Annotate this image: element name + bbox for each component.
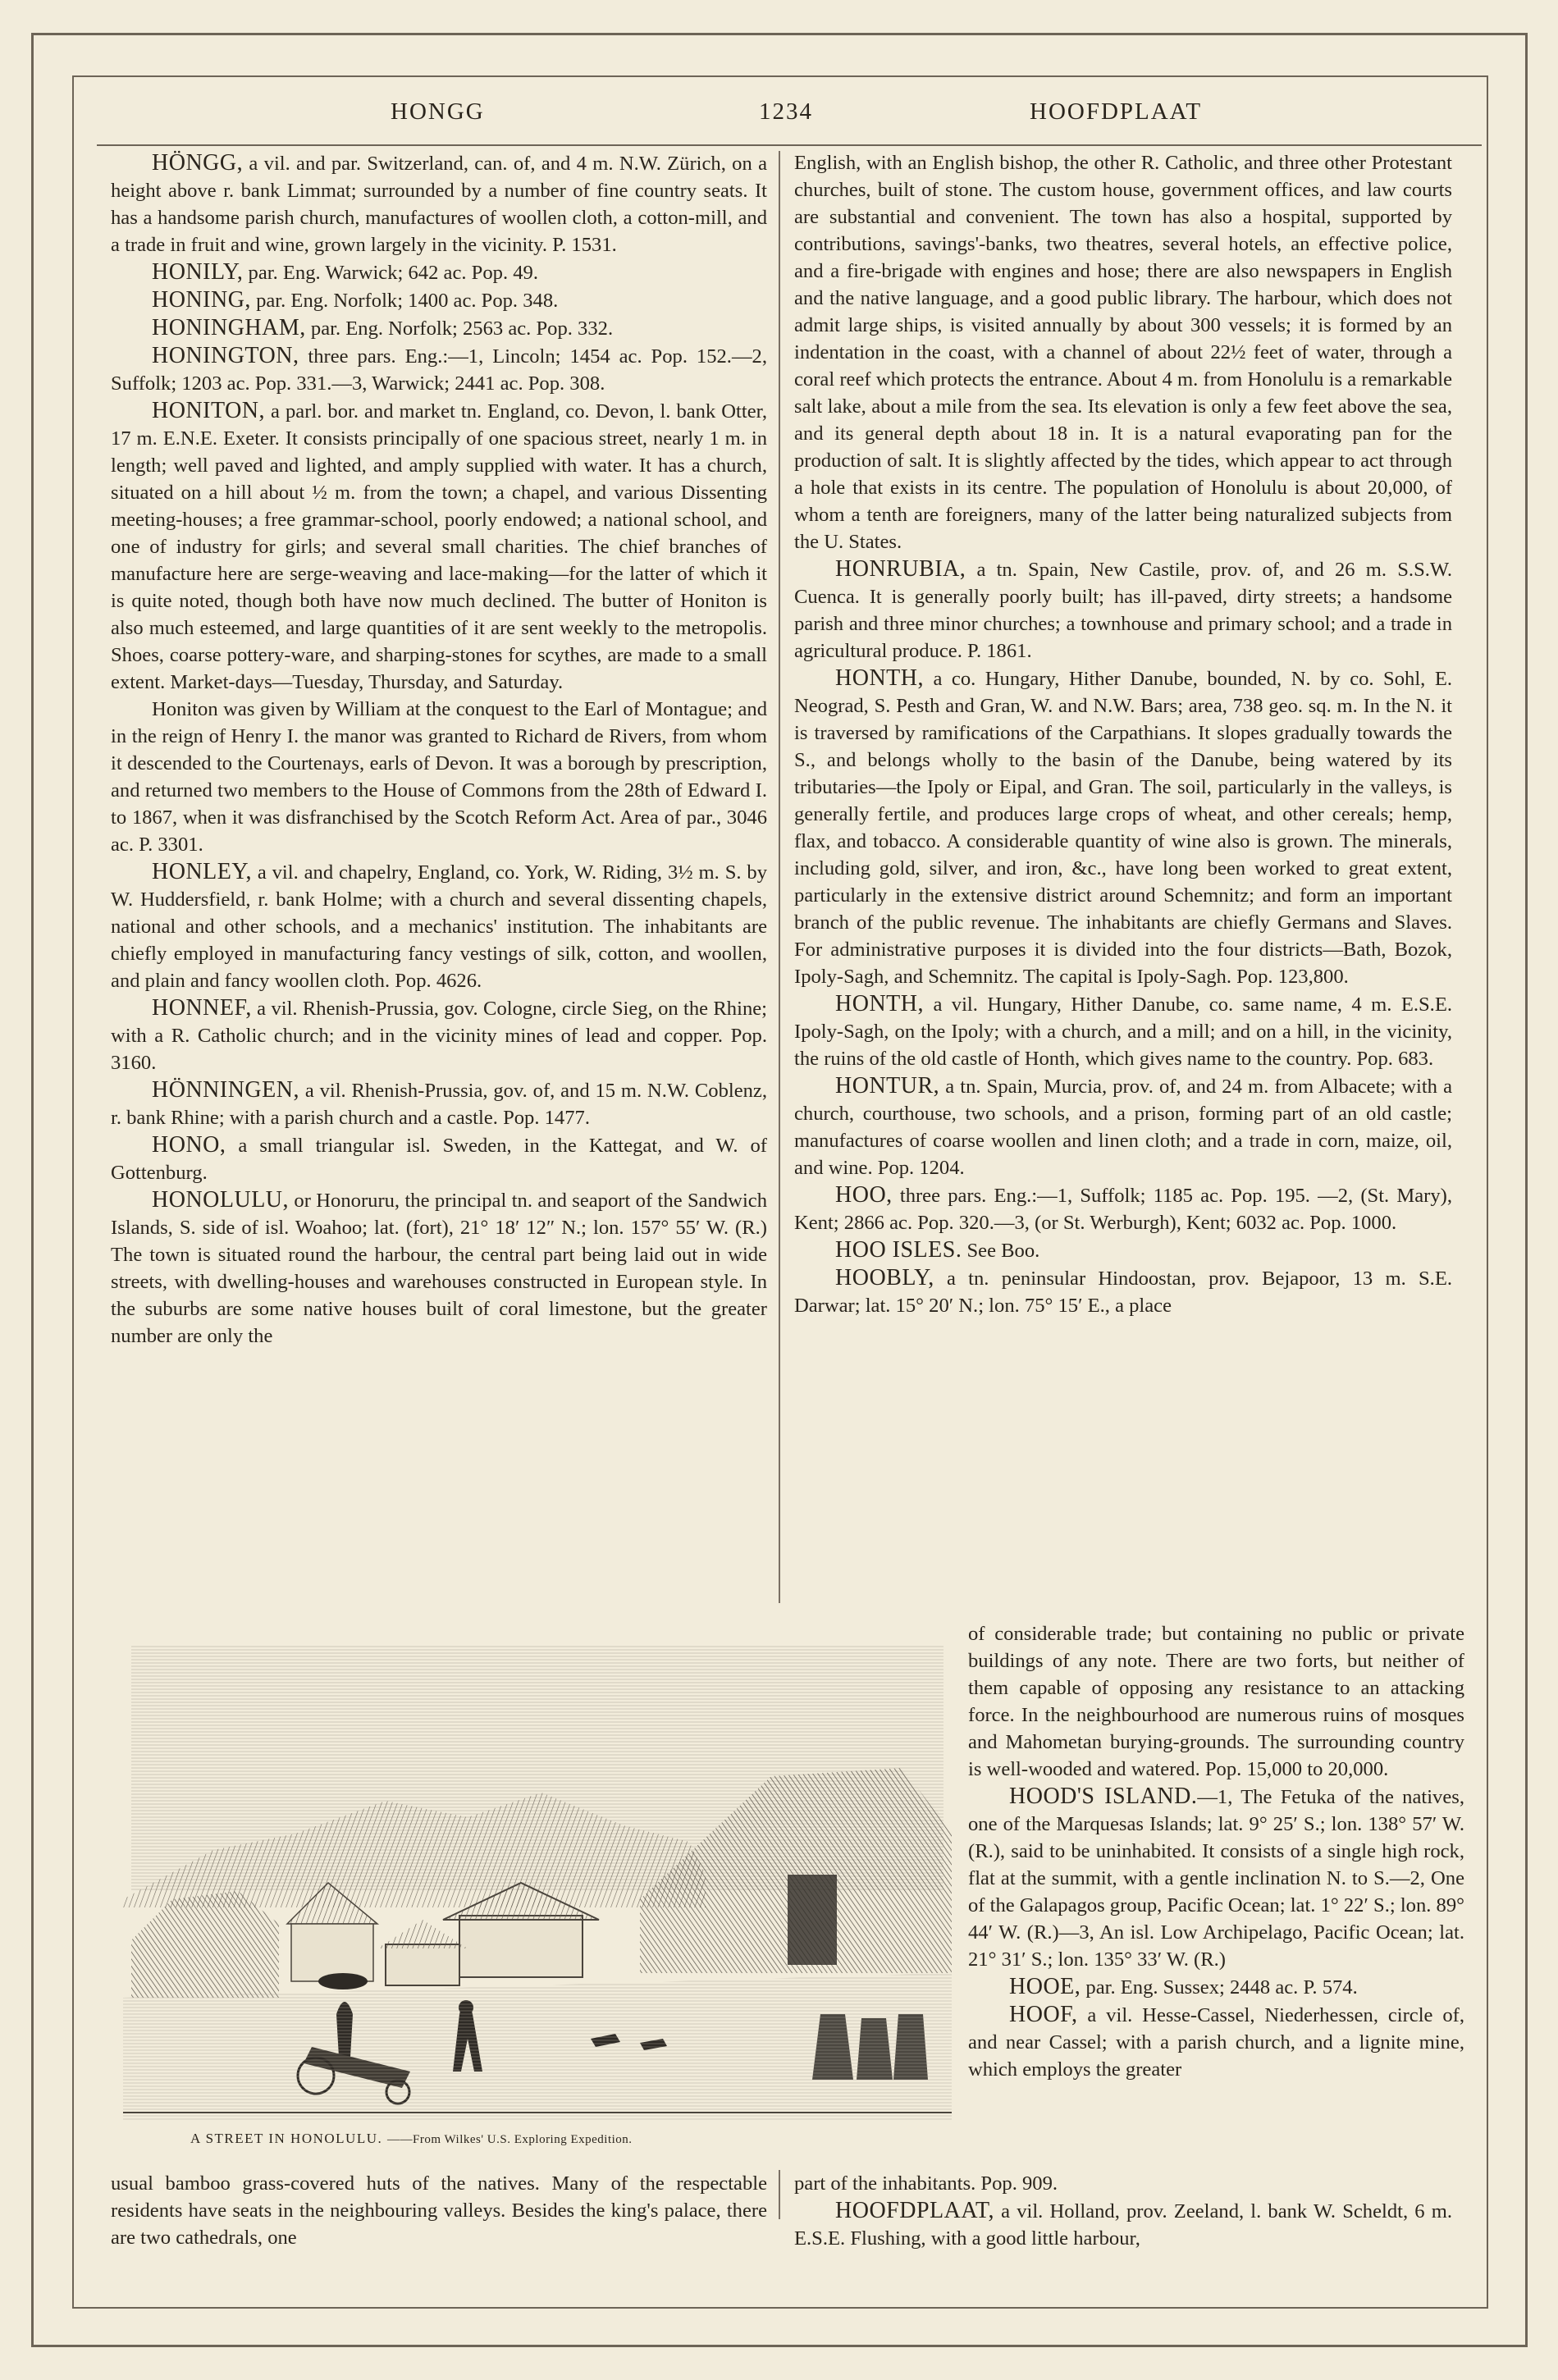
- dictionary-entry: [111, 858, 767, 994]
- entry-text: of considerable trade; but containing no public or private buildings of any note. There are two forts, but neither of them capable of opposing any resistance to an attacking force. In the neighbourhood are numerous ruins of mosques and Mahometan burying-grounds. The surrounding country is well-wooded and watered. Pop. 15,000 to 20,000.: [968, 1623, 1464, 1780]
- headword: HONNEF,: [152, 995, 252, 1021]
- entry-text: a vil. Hesse-Cassel, Niederhessen, circle of, and near Cassel; with a parish church, and a lignite mine, which employs the greater: [968, 2004, 1464, 2081]
- headword: HONING,: [152, 287, 251, 313]
- dictionary-entry: [794, 1236, 1452, 1264]
- entry-text: a vil. Rhenish-Prussia, gov. Cologne, circle Sieg, on the Rhine; with a R. Catholic church; and in the vicinity mines of lead and copper. Pop. 3160.: [111, 998, 767, 1074]
- right-column: [794, 149, 1452, 1319]
- entry-text: a tn. Spain, Murcia, prov. of, and 24 m. from Albacete; with a church, courthouse, two schools, and a prison, forming part of an old castle; manufactures of coarse woollen and linen cloth; and a trade in corn, maize, oil, and wine. Pop. 1204.: [794, 1076, 1452, 1179]
- entry-hoofdplaat: [794, 2197, 1452, 2252]
- headword: HÖNGG,: [152, 150, 244, 176]
- headword: HÖNNINGEN,: [152, 1077, 299, 1103]
- headword: HONTH,: [835, 665, 924, 691]
- dictionary-entry: [794, 1181, 1452, 1236]
- dictionary-entry: [968, 2001, 1464, 2083]
- dictionary-entry: [111, 994, 767, 1076]
- entry-text: a tn. peninsular Hindoostan, prov. Bejapoor, 13 m. S.E. Darwar; lat. 15° 20′ N.; lon. 75° 15′ E., a place: [794, 1268, 1452, 1317]
- entry-text: or Honoruru, the principal tn. and seaport of the Sandwich Islands, S. side of isl. Woahoo; lat. (fort), 21° 18′ 12″ N.; lon. 157° 55′ W. (R.) The town is situated round the harbour, the central part being laid out in wide streets, with dwelling-houses and warehouses constructed in European style. In the suburbs are some native houses built of coral limestone, but the greater number are only the: [111, 1190, 767, 1347]
- headword: HONINGHAM,: [152, 315, 306, 340]
- entry-text: English, with an English bishop, the other R. Catholic, and three other Protestant churches, built of stone. The custom house, government offices, and law courts are substantial and convenient. The town has also a hospital, supported by contributions, savings'-banks, two theatres, several hotels, an effective police, and a fire-brigade with engines and hose; there are also newspapers in English and the native language, and a good public library. The harbour, which does not admit large ships, is visited annually by about 300 vessels; it is formed by an indentation in the coast, with a channel of about 22½ feet of water, through a coral reef which protects the entrance. About 4 m. from Honolulu is a remarkable salt lake, about a mile from the sea. Its elevation is only a few feet above the sea, and its general depth about 18 in. It is a natural evaporating pan for the production of salt. It is slightly affected by the tides, which appear to act through a hole that exists in its centre. The population of Honolulu is about 20,000, of whom a tenth are foreigners, many of the latter being naturalized subjects from the U. States.: [794, 152, 1452, 553]
- headword: HONOLULU,: [152, 1187, 290, 1213]
- caption-title: A STREET IN HONOLULU.: [190, 2131, 383, 2146]
- headword: HONILY,: [152, 259, 244, 285]
- entry-text: par. Eng. Sussex; 2448 ac. P. 574.: [1081, 1976, 1358, 1999]
- entry-text: a co. Hungary, Hither Danube, bounded, N. by co. Sohl, E. Neograd, S. Pesth and Gran, W. and N.W. Bars; area, 738 geo. sq. m. In the N. it is traversed by ramifications of the Carpathians. It slopes gradually towards the S., and belongs wholly to the basin of the Danube, being watered by its tributaries—the Ipoly or Eipal, and Gran. The soil, particularly in the valleys, is generally fertile, and produces large crops of wheat, and other cereals; hemp, flax, and tobacco. A considerable quantity of wine also is grown. The minerals, including gold, silver, and iron, &c., have long been worked to great extent, particularly in the extensive district around Schemnitz; and form an important branch of the public revenue. The inhabitants are chiefly Germans and Slaves. For administrative purposes it is divided into the four districts—Bath, Bozok, Ipoly-Sagh, and Schemnitz. The capital is Ipoly-Sagh. Pop. 123,800.: [794, 668, 1452, 988]
- entry-text: a vil. and chapelry, England, co. York, W. Riding, 3½ m. S. by W. Huddersfield, r. bank Holme; with a church and several dissenting chapels, national and other schools, and a mechanics' institution. The inhabitants are chiefly employed in manufacturing fancy vestings of silk, cotton, and woollen, and plain and fancy woollen cloth. Pop. 4626.: [111, 861, 767, 992]
- entry-text: See Boo.: [962, 1240, 1040, 1262]
- entry-text: a vil. Rhenish-Prussia, gov. of, and 15 m. N.W. Coblenz, r. bank Rhine; with a parish church and a castle. Pop. 1477.: [111, 1080, 767, 1129]
- page-number: 1234: [759, 98, 813, 125]
- headword: HONO,: [152, 1132, 226, 1158]
- headword: HONTH,: [835, 991, 924, 1016]
- entry-text: a tn. Spain, New Castile, prov. of, and 26 m. S.S.W. Cuenca. It is generally poorly built; has ill-paved, dirty streets; a handsome parish and three minor churches; a townhouse and primary school; and a trade in agricultural produce. P. 1861.: [794, 559, 1452, 662]
- street-illustration: [115, 1629, 960, 2129]
- entry-text: a small triangular isl. Sweden, in the Kattegat, and W. of Gottenburg.: [111, 1135, 767, 1184]
- dictionary-entry: [794, 1264, 1452, 1319]
- running-head-left: HONGG: [391, 98, 485, 125]
- entry-text: a vil. Hungary, Hither Danube, co. same name, 4 m. E.S.E. Ipoly-Sagh, on the Ipoly; with a church, and a mill; and on a hill, in the vicinity, the ruins of the old castle of Honth, which gives name to the country. Pop. 683.: [794, 994, 1452, 1070]
- headword: HONRUBIA,: [835, 556, 966, 582]
- headword: HONITON,: [152, 398, 266, 423]
- dictionary-entry: [111, 342, 767, 397]
- entry-text: three pars. Eng.:—1, Suffolk; 1185 ac. Pop. 195. —2, (St. Mary), Kent; 2866 ac. Pop. 320.—3, (or St. Werburgh), Kent; 6032 ac. Pop. 1000.: [794, 1185, 1452, 1234]
- headword: HOO ISLES.: [835, 1237, 962, 1263]
- entry-text: Honiton was given by William at the conquest to the Earl of Montague; and in the reign of Henry I. the manor was granted to Richard de Rivers, from whom it descended to the Courtenays, earls of Devon. It was a borough by prescription, and returned two members to the House of Commons from the 28th of Edward I. to 1867, when it was disfranchised by the Scotch Reform Act. Area of par., 3046 ac. P. 3301.: [111, 698, 767, 856]
- bottom-right-text: [794, 2170, 1452, 2252]
- headword: HOOF,: [1009, 2002, 1078, 2027]
- dictionary-entry: [794, 990, 1452, 1072]
- dictionary-entry: [968, 1973, 1464, 2001]
- dictionary-entry: [968, 1620, 1464, 1783]
- dictionary-entry: [111, 1186, 767, 1350]
- entry-text: a vil. Holland, prov. Zeeland, l. bank W. Scheldt, 6 m. E.S.E. Flushing, with a good little harbour,: [794, 2200, 1452, 2250]
- dictionary-entry: [794, 149, 1452, 555]
- entry-text: par. Eng. Norfolk; 1400 ac. Pop. 348.: [250, 290, 559, 312]
- bottom-left-paragraph: usual bamboo grass-covered huts of the natives. Many of the respectable residents have seats in the neighbouring valleys. Besides the king's palace, there are two cathedrals, one: [111, 2172, 767, 2249]
- headword: HOOE,: [1009, 1974, 1081, 1999]
- dictionary-entry: [111, 397, 767, 696]
- header-rule: [97, 144, 1482, 146]
- entry-text: —1, The Fetuka of the natives, one of the Marquesas Islands; lat. 9° 25′ S.; lon. 138° 57′ W. (R.), said to be uninhabited. It consists of a single high rock, flat at the summit, with a gentle inclination N. to S.—2, One of the Galapagos group, Pacific Ocean; lat. 1° 22′ S.; lon. 89° 44′ W. (R.)—3, An isl. Low Archipelago, Pacific Ocean; lat. 21° 31′ S.; lon. 135° 33′ W. (R.): [968, 1786, 1464, 1971]
- column-divider-bottom: [779, 2170, 780, 2219]
- white-building: [459, 1916, 583, 1977]
- headword: HOO,: [835, 1182, 893, 1208]
- dictionary-entry: [794, 555, 1452, 665]
- entry-text: three pars. Eng.:—1, Lincoln; 1454 ac. Pop. 152.—2, Suffolk; 1203 ac. Pop. 331.—3, Warwick; 2441 ac. Pop. 308.: [111, 345, 767, 395]
- entry-text: a parl. bor. and market tn. England, co. Devon, l. bank Otter, 17 m. E.N.E. Exeter. It consists principally of one spacious street, nearly 1 m. in length; well paved and lighted, and amply supplied with water. It has a church, situated on a hill about ½ m. from the town; a chapel, and various Dissenting meeting-houses; a free grammar-school, poorly endowed; a national school, and one of industry for girls; and several small charities. The chief branches of manufacture here are serge-weaving and lace-making—for the latter of which it is quite noted, though both have now much declined. The butter of Honiton is also much esteemed, and large quantities of it are sent weekly to the metropolis. Shoes, coarse pottery-ware, and sharping-stones for scythes, are made to a small extent. Market-days—Tuesday, Thursday, and Saturday.: [111, 400, 767, 693]
- column-divider: [779, 151, 780, 1603]
- headword: HONLEY,: [152, 859, 252, 884]
- left-column: [111, 149, 767, 1350]
- entry-text: par. Eng. Warwick; 642 ac. Pop. 49.: [243, 262, 538, 284]
- dictionary-entry: [111, 258, 767, 286]
- dictionary-entry: [111, 1076, 767, 1131]
- dictionary-entry: [794, 1072, 1452, 1181]
- entry-text: par. Eng. Norfolk; 2563 ac. Pop. 332.: [305, 317, 614, 340]
- running-head-right: HOOFDPLAAT: [1030, 98, 1203, 125]
- headword: HOOFDPLAAT,: [835, 2198, 994, 2223]
- ground-hatching: [123, 1973, 952, 2121]
- illustration-caption: [190, 2131, 633, 2147]
- dictionary-entry: [794, 665, 1452, 990]
- bottom-right-continuation: part of the inhabitants. Pop. 909.: [794, 2172, 1058, 2195]
- headword: HONTUR,: [835, 1073, 940, 1099]
- dictionary-entry: [111, 696, 767, 858]
- headword: HOOBLY,: [835, 1265, 934, 1290]
- headword: HOOD'S ISLAND.: [1009, 1784, 1198, 1809]
- dictionary-entry: [968, 1783, 1464, 1973]
- dictionary-entry: [111, 286, 767, 314]
- caption-source: ——From Wilkes' U.S. Exploring Expedition.: [386, 2133, 633, 2146]
- headword: HONINGTON,: [152, 343, 299, 368]
- bottom-left-text: [111, 2170, 767, 2251]
- dictionary-entry: [111, 314, 767, 342]
- dictionary-entry: [111, 1131, 767, 1186]
- entry-text: a vil. and par. Switzerland, can. of, and 4 m. N.W. Zürich, on a height above r. bank Limmat; surrounded by a number of fine country seats. It has a handsome parish church, manufactures of woollen cloth, a cotton-mill, and a trade in fruit and wine, grown largely in the vicinity. P. 1531.: [111, 153, 767, 256]
- dictionary-entry: [111, 149, 767, 258]
- wrapped-text-right: [968, 1620, 1464, 2083]
